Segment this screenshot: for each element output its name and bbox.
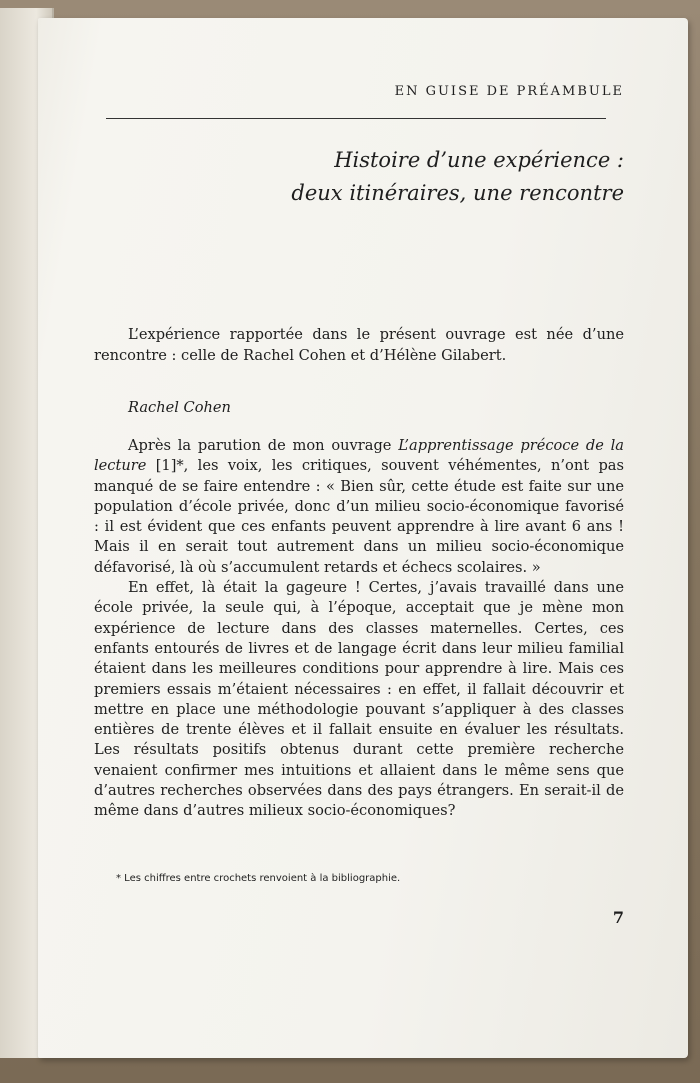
page-number: 7 [612,908,624,927]
footnote: * Les chiffres entre crochets renvoient à la bibliographie. [116,873,401,884]
title-line-2: deux itinéraires, une rencontre [291,181,624,205]
intro-text: L’expérience rapportée dans le présent ouvrage est née d’une rencontre : celle de Rachel Cohen et d’Hélène Gilabert. [94,326,624,364]
paragraph-1 [94,436,624,578]
book-title: L’apprentissage précoce de la lecture [94,437,624,475]
author-heading: Rachel Cohen [128,399,231,416]
paragraph-1-start: Après la parution de mon ouvrage [128,437,399,454]
paragraph-1-rest: [1]*, les voix, les critiques, souvent véhémentes, n’ont pas manqué de se faire entendre : « Bien sûr, cette étude est faite sur une population d’école privée, donc d’un milieu socio-économique favorisé : il est évident que ces enfants peuvent apprendre à lire avant 6 ans ! Mais il en serait tout autrement dans un milieu socio-économique défavorisé, là où s’accumulent retards et échecs scolaires. » [94,457,624,576]
title-line-1: Histoire d’une expérience : [334,148,624,172]
running-head: EN GUISE DE PRÉAMBULE [394,84,624,99]
book-page [38,18,688,1058]
paragraph-2: En effet, là était la gageure ! Certes, j’avais travaillé dans une école privée, la seule qui, à l’époque, acceptait que je mène mon expérience de lecture dans des classes maternelles. Certes, ces enfants entourés de livres et de langage écrit dans leur milieu familial étaient dans les meilleures conditions pour apprendre à lire. Mais ces premiers essais m’étaient nécessaires : en effet, il fallait découvrir et mettre en place une méthodologie pouvant s’appliquer à des classes entières de trente élèves et il fallait ensuite en évaluer les résultats. Les résultats positifs obtenus durant cette première recherche venaient confirmer mes intuitions et allaient dans le même sens que d’autres recherches observées dans des pays étrangers. En serait-il de même dans d’autres milieux socio-économiques? [94,579,624,820]
header-rule [106,118,606,119]
chapter-title [291,144,624,210]
body-text [94,436,624,822]
page-content [94,18,624,1058]
intro-paragraph [94,324,624,366]
